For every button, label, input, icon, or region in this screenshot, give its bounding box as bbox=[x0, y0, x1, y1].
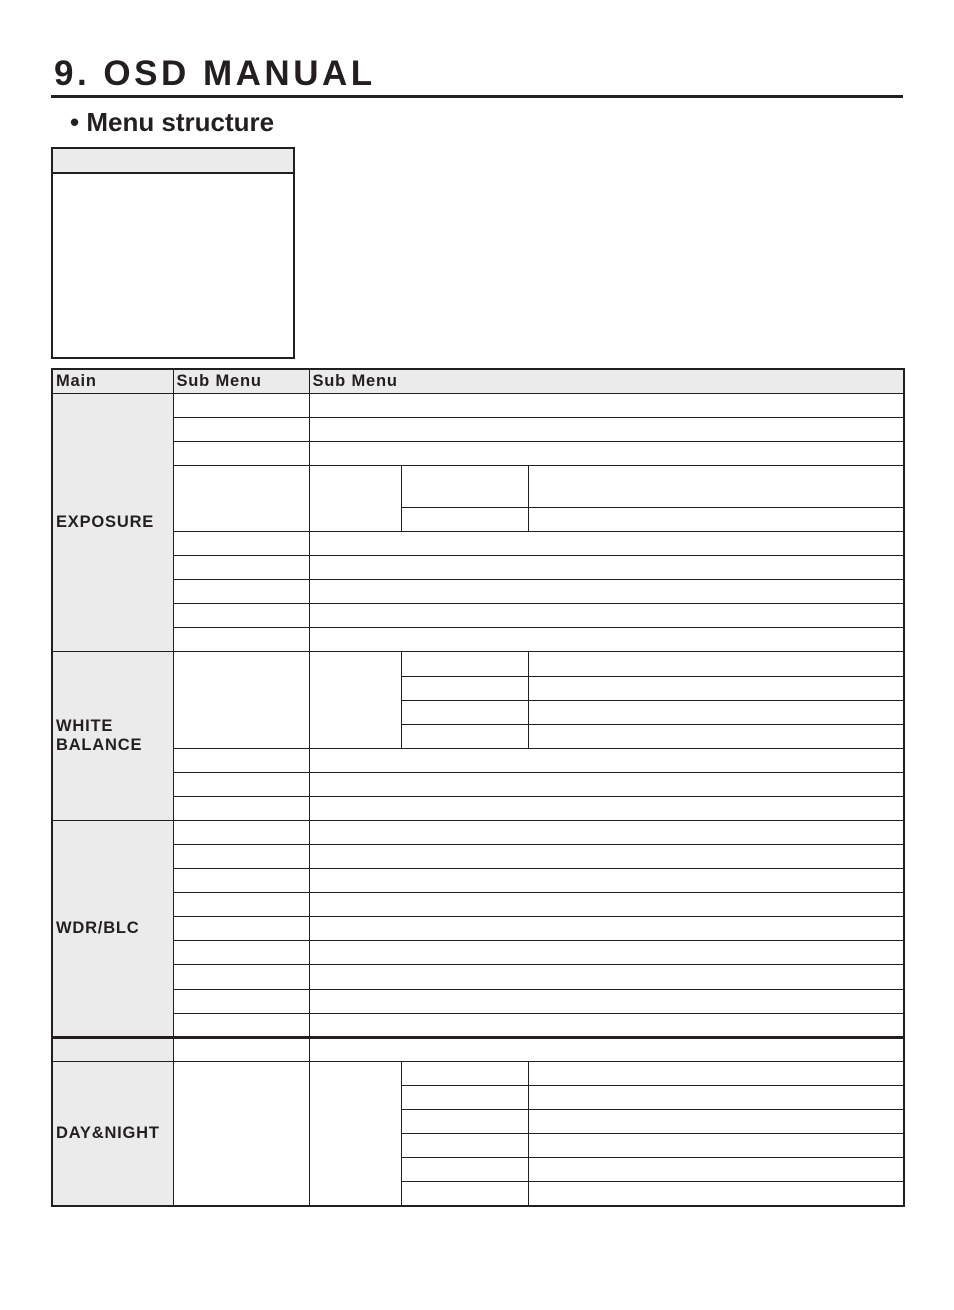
table-cell bbox=[173, 580, 309, 604]
header-sub-menu: Sub Menu bbox=[173, 369, 309, 393]
table-row bbox=[52, 1013, 904, 1037]
table-cell bbox=[173, 604, 309, 628]
table-cell bbox=[528, 465, 904, 507]
title-rule bbox=[51, 95, 903, 98]
table-cell bbox=[173, 628, 309, 652]
table-cell bbox=[401, 507, 528, 531]
table-cell bbox=[528, 652, 904, 676]
table-cell bbox=[309, 796, 904, 820]
table-cell bbox=[173, 441, 309, 465]
main-unlabeled bbox=[52, 1037, 173, 1061]
table-row bbox=[52, 989, 904, 1013]
table-cell bbox=[309, 893, 904, 917]
table-row bbox=[52, 820, 904, 844]
table-row bbox=[52, 748, 904, 772]
table-cell bbox=[309, 604, 904, 628]
table-cell bbox=[173, 893, 309, 917]
table-cell bbox=[173, 1061, 309, 1206]
table-cell bbox=[401, 465, 528, 507]
menu-preview-box bbox=[51, 147, 295, 359]
table-row bbox=[52, 417, 904, 441]
table-cell bbox=[173, 869, 309, 893]
table-row bbox=[52, 441, 904, 465]
table-cell bbox=[173, 820, 309, 844]
table-row bbox=[52, 1061, 904, 1085]
table-cell bbox=[401, 724, 528, 748]
header-main: Main bbox=[52, 369, 173, 393]
table-row bbox=[52, 772, 904, 796]
header-sub-menu-2: Sub Menu bbox=[309, 369, 904, 393]
table-cell bbox=[173, 393, 309, 417]
table-row bbox=[52, 893, 904, 917]
table-cell bbox=[401, 1133, 528, 1157]
table-cell bbox=[309, 556, 904, 580]
table-cell bbox=[401, 1109, 528, 1133]
table-cell bbox=[309, 417, 904, 441]
table-cell bbox=[528, 1158, 904, 1182]
table-cell bbox=[309, 941, 904, 965]
table-cell bbox=[309, 748, 904, 772]
table-row bbox=[52, 869, 904, 893]
table-cell bbox=[309, 580, 904, 604]
table-cell bbox=[401, 652, 528, 676]
table-header-row bbox=[52, 369, 904, 393]
page-title: 9. OSD MANUAL bbox=[54, 54, 376, 93]
table-row bbox=[52, 652, 904, 676]
table-row bbox=[52, 845, 904, 869]
table-row bbox=[52, 1037, 904, 1061]
table-cell bbox=[401, 1182, 528, 1206]
table-row bbox=[52, 393, 904, 417]
table-cell bbox=[401, 1158, 528, 1182]
table-row bbox=[52, 604, 904, 628]
table-cell bbox=[309, 441, 904, 465]
table-cell bbox=[173, 772, 309, 796]
table-row bbox=[52, 465, 904, 507]
table-cell bbox=[528, 676, 904, 700]
table-cell bbox=[173, 845, 309, 869]
table-cell bbox=[309, 989, 904, 1013]
main-wdr-blc: WDR/BLC bbox=[52, 820, 173, 1037]
table-cell bbox=[309, 965, 904, 989]
table-cell bbox=[309, 845, 904, 869]
table-cell bbox=[173, 989, 309, 1013]
table-cell bbox=[309, 1013, 904, 1037]
table-cell bbox=[401, 1085, 528, 1109]
menu-preview-header bbox=[53, 149, 293, 174]
table-cell bbox=[173, 1037, 309, 1061]
main-day-night: DAY&NIGHT bbox=[52, 1061, 173, 1206]
table-cell bbox=[309, 628, 904, 652]
table-cell bbox=[309, 820, 904, 844]
table-cell bbox=[528, 1085, 904, 1109]
main-exposure: EXPOSURE bbox=[52, 393, 173, 652]
table-cell bbox=[173, 532, 309, 556]
table-cell bbox=[173, 941, 309, 965]
table-cell bbox=[528, 1182, 904, 1206]
table-row bbox=[52, 556, 904, 580]
main-white-balance: WHITE BALANCE bbox=[52, 652, 173, 821]
table-cell bbox=[309, 393, 904, 417]
table-cell bbox=[309, 532, 904, 556]
table-cell bbox=[173, 556, 309, 580]
table-cell bbox=[309, 1061, 401, 1206]
table-cell bbox=[173, 748, 309, 772]
table-cell bbox=[309, 652, 401, 748]
table-cell bbox=[528, 724, 904, 748]
table-row bbox=[52, 532, 904, 556]
table-row bbox=[52, 941, 904, 965]
table-row bbox=[52, 580, 904, 604]
table-cell bbox=[528, 507, 904, 531]
table-cell bbox=[309, 917, 904, 941]
table-cell bbox=[309, 869, 904, 893]
table-cell bbox=[173, 465, 309, 531]
section-heading: • Menu structure bbox=[70, 107, 275, 137]
table-cell bbox=[401, 676, 528, 700]
table-cell bbox=[528, 1133, 904, 1157]
table-row bbox=[52, 628, 904, 652]
table-cell bbox=[309, 772, 904, 796]
table-cell bbox=[173, 965, 309, 989]
table-cell bbox=[173, 1013, 309, 1037]
table-cell bbox=[528, 1061, 904, 1085]
table-cell bbox=[173, 917, 309, 941]
menu-structure-table bbox=[51, 368, 905, 1207]
table-cell bbox=[401, 700, 528, 724]
table-row bbox=[52, 965, 904, 989]
table-cell bbox=[173, 417, 309, 441]
table-cell bbox=[309, 465, 401, 531]
table-row bbox=[52, 796, 904, 820]
table-cell bbox=[401, 1061, 528, 1085]
table-cell bbox=[309, 1037, 904, 1061]
table-cell bbox=[173, 796, 309, 820]
table-cell bbox=[173, 652, 309, 748]
table-cell bbox=[528, 1109, 904, 1133]
table-row bbox=[52, 917, 904, 941]
table-cell bbox=[528, 700, 904, 724]
